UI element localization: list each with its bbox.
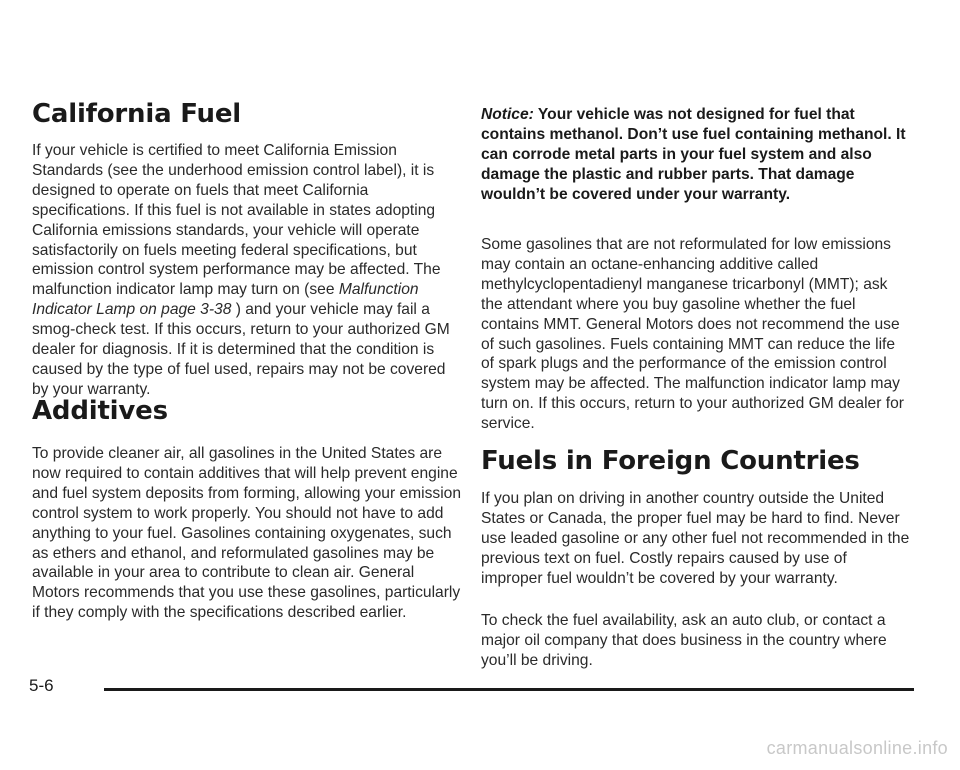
foreign-fuels-paragraph: If you plan on driving in another country outside the United States or Canada, the proper fuel may be hard to find. Never use leaded gasoline or any other fuel not recommended in the previous text on fuel. Costly repairs caused by use of improper fuel wouldn’t be covered by your warranty.	[481, 490, 910, 587]
additives-heading: Additives	[32, 396, 168, 426]
site-watermark: carmanualsonline.info	[766, 738, 948, 758]
california-fuel-heading: California Fuel	[32, 99, 241, 129]
foreign-fuels-heading: Fuels in Foreign Countries	[481, 446, 860, 476]
notice-label: Notice:	[481, 106, 534, 123]
california-body-end: ) and your vehicle may fail a smog-check test. If this occurs, return to your authorized GM dealer for diagnosis. If it is determined that the condition is caused by the type of fuel used, repairs may not be covered by your warranty.	[32, 301, 450, 398]
additives-paragraph: To provide cleaner air, all gasolines in the United States are now required to contain additives that will help prevent engine and fuel system deposits from forming, allowing your emission control system to work properly. You should not have to add anything to your fuel. Gasolines containing oxygenates, such as ethers and ethanol, and reformulated gasolines may be available in your area to contribute to clean air. General Motors recommends that you use these gasolines, particularly if they comply with the specifications described earlier.	[32, 445, 462, 622]
california-fuel-paragraph	[32, 141, 462, 400]
footer-rule	[104, 688, 914, 691]
california-body-start: If your vehicle is certified to meet California Emission Standards (see the underhood emission control label), it is designed to operate on fuels that meet California specifications. If this fuel is not available in states adopting California emissions standards, your vehicle will operate satisfactorily on fuels meeting federal specifications, but emission control system performance may be affected. The malfunction indicator lamp may turn on (see	[32, 142, 441, 299]
malfunction-lamp-reference[interactable]: Malfunction Indicator Lamp on page 3-38	[32, 281, 419, 319]
notice-text: Your vehicle was not designed for fuel that contains methanol. Don’t use fuel containing methanol. It can corrode metal parts in your fuel system and also damage the plastic and rubber parts. That damage wouldn’t be covered under your warranty.	[481, 106, 906, 203]
page-number: 5-6	[29, 676, 54, 695]
methanol-notice	[481, 105, 909, 205]
mmt-gasolines-paragraph: Some gasolines that are not reformulated for low emissions may contain an octane-enhancing additive called methylcyclopentadienyl manganese tricarbonyl (MMT); ask the attendant where you buy gasoline whether the fuel contains MMT. General Motors does not recommend the use of such gasolines. Fuels containing MMT can reduce the life of spark plugs and the performance of the emission control system may be affected. The malfunction indicator lamp may turn on. If this occurs, return to your authorized GM dealer for service.	[481, 236, 904, 433]
fuel-availability-paragraph: To check the fuel availability, ask an auto club, or contact a major oil company that does business in the country where you’ll be driving.	[481, 612, 887, 669]
